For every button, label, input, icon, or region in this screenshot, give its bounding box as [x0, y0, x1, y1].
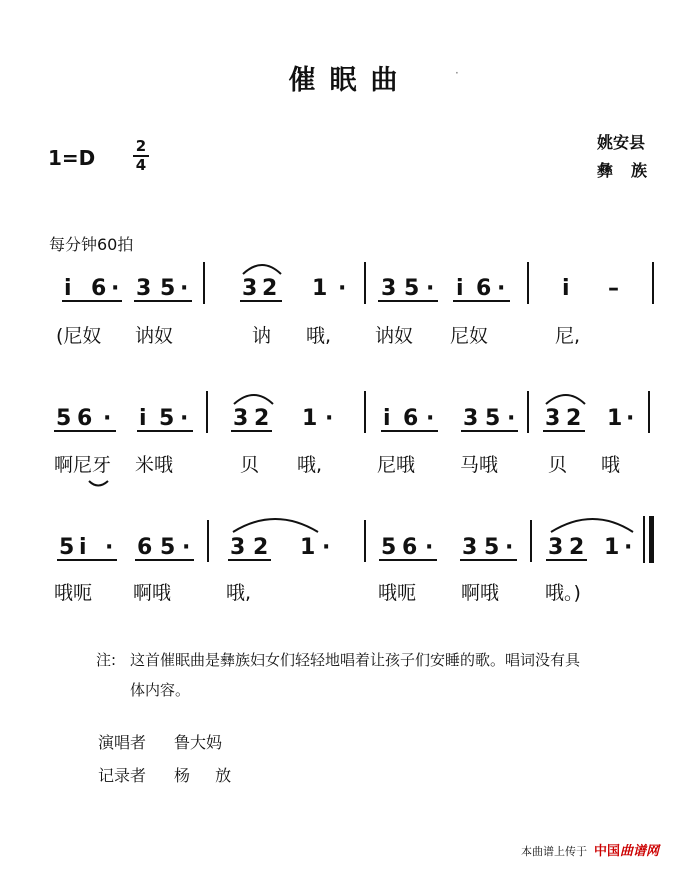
note: 1 — [607, 406, 623, 431]
note-text-line-1: 这首催眠曲是彝族妇女们轻轻地唱着让孩子们安睡的歌。唱词没有具 — [130, 651, 581, 669]
note: 6 — [402, 535, 418, 560]
note: 2 — [262, 276, 278, 301]
time-numerator: 2 — [135, 137, 147, 155]
note: 1 — [604, 535, 620, 560]
lyric: 哦 — [601, 454, 621, 476]
slur — [233, 519, 318, 532]
note: 2 — [253, 535, 269, 560]
note: i — [562, 276, 570, 301]
key-signature: 1=D — [48, 146, 96, 170]
title-mark: · — [455, 66, 459, 80]
note: 3 — [136, 276, 152, 301]
lyric: 讷奴 — [375, 325, 414, 347]
note: 6 — [476, 276, 492, 301]
note: 5 — [381, 535, 397, 560]
note: 3 — [381, 276, 397, 301]
lyric: 哦呃 — [54, 582, 93, 604]
recorder-label: 记录者 — [98, 766, 147, 785]
note: i — [64, 276, 72, 301]
dot: · — [497, 276, 506, 301]
dot: · — [626, 406, 635, 431]
time-denominator: 4 — [135, 156, 147, 174]
dot: · — [105, 535, 114, 560]
lyric: (尼奴 — [56, 325, 102, 347]
song-title: 催眠曲 — [288, 65, 412, 96]
slur — [551, 519, 633, 532]
lyric-slur — [89, 481, 108, 486]
dot: · — [426, 406, 435, 431]
note: 1 — [300, 535, 316, 560]
lyric: 哦, — [297, 454, 323, 476]
dot: · — [325, 406, 334, 431]
note: i — [383, 406, 391, 431]
singer-name: 鲁大妈 — [174, 733, 223, 752]
lyric: 讷 — [252, 325, 272, 347]
dot: · — [505, 535, 514, 560]
note: 5 — [56, 406, 72, 431]
site-logo[interactable] — [594, 840, 659, 859]
lyric: 马哦 — [460, 454, 499, 476]
note: 3 — [548, 535, 564, 560]
dot: · — [338, 276, 347, 301]
note: 5 — [404, 276, 420, 301]
note: 1 — [302, 406, 318, 431]
site-logo-prefix: 中国 — [594, 844, 621, 859]
lyric: 米哦 — [135, 454, 174, 476]
note: 5 — [484, 535, 500, 560]
note: 3 — [462, 535, 478, 560]
dot: · — [180, 406, 189, 431]
dot: · — [507, 406, 516, 431]
lyric: 啊哦 — [461, 582, 500, 604]
note: 5 — [485, 406, 501, 431]
slur — [243, 265, 281, 274]
lyric: 啊哦 — [133, 582, 172, 604]
recorder-name: 杨 放 — [174, 766, 242, 785]
lyric: 贝 — [240, 454, 260, 476]
note: 5 — [59, 535, 75, 560]
note: 1 — [312, 276, 328, 301]
lyric: 哦。) — [545, 582, 581, 604]
lyric: 尼, — [555, 325, 581, 347]
dot: · — [425, 535, 434, 560]
note: i — [79, 535, 87, 560]
dash: – — [608, 276, 619, 301]
note: i — [139, 406, 147, 431]
lyric: 尼奴 — [450, 325, 489, 347]
note: 3 — [545, 406, 561, 431]
note: 2 — [566, 406, 582, 431]
note: 2 — [569, 535, 585, 560]
note: 3 — [242, 276, 258, 301]
note: 6 — [91, 276, 107, 301]
lyric: 尼哦 — [377, 454, 416, 476]
lyric: 贝 — [548, 454, 568, 476]
note: 2 — [254, 406, 270, 431]
note: 6 — [77, 406, 93, 431]
note-label: 注: — [96, 651, 117, 669]
dot: · — [111, 276, 120, 301]
site-logo-suffix: 曲谱网 — [620, 844, 660, 859]
origin-ethnic-group: 彝族 — [597, 161, 666, 180]
note: 5 — [159, 406, 175, 431]
origin-region: 姚安县 — [597, 133, 646, 152]
lyric: 哦, — [226, 582, 252, 604]
footer-text: 本曲谱上传于 — [521, 845, 587, 858]
singer-label: 演唱者 — [98, 733, 147, 752]
dot: · — [426, 276, 435, 301]
lyric: 哦呃 — [378, 582, 417, 604]
lyric: 讷奴 — [135, 325, 174, 347]
note: 5 — [160, 535, 176, 560]
note: 3 — [230, 535, 246, 560]
note-text-line-2: 体内容。 — [130, 681, 191, 699]
dot: · — [180, 276, 189, 301]
lyric: 哦, — [306, 325, 332, 347]
note: 5 — [160, 276, 176, 301]
note: i — [456, 276, 464, 301]
lyric: 啊尼牙 — [54, 454, 112, 476]
dot: · — [182, 535, 191, 560]
slur — [234, 395, 273, 404]
dot: · — [103, 406, 112, 431]
dot: · — [624, 535, 633, 560]
note: 6 — [403, 406, 419, 431]
tempo-marking: 每分钟60拍 — [49, 235, 134, 254]
note: 3 — [463, 406, 479, 431]
note: 3 — [233, 406, 249, 431]
slur — [546, 395, 585, 404]
note: 6 — [137, 535, 153, 560]
dot: · — [322, 535, 331, 560]
